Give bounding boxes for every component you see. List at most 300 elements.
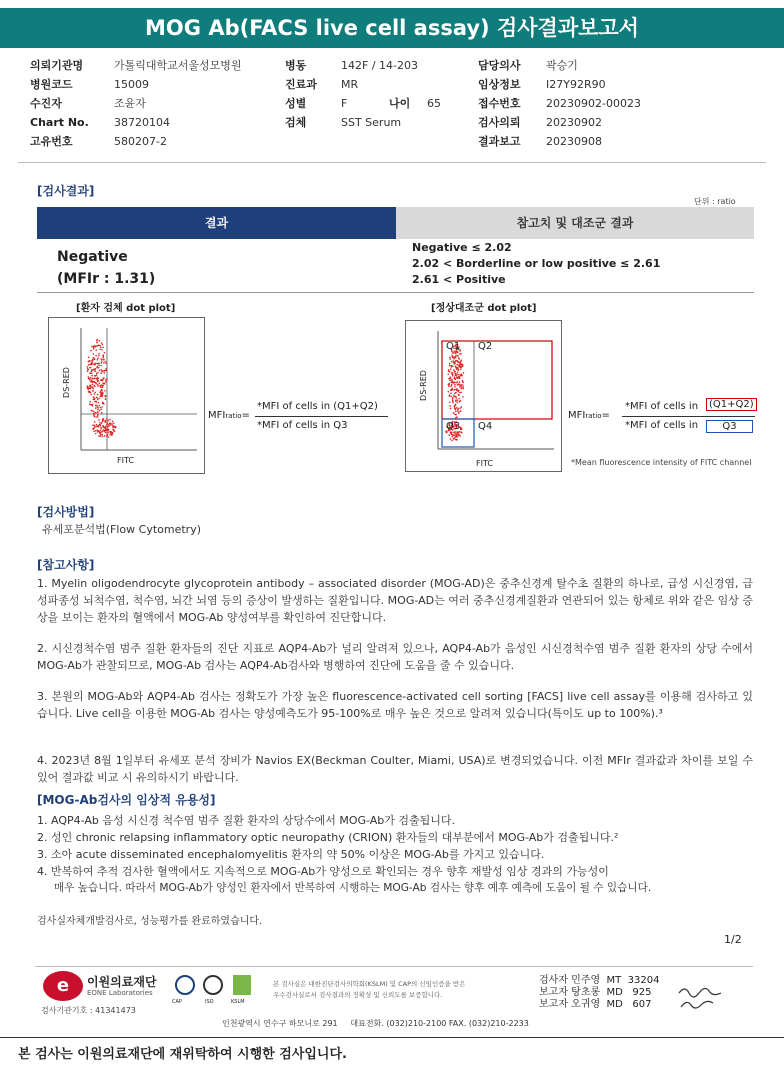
cell-dot <box>91 375 93 377</box>
kslm-badge-label: KSLM <box>231 999 245 1005</box>
cell-dot <box>99 370 101 372</box>
control-y-axis-label: DS-RED <box>418 370 428 401</box>
cell-dot <box>96 342 98 344</box>
cell-dot <box>95 382 97 384</box>
cell-dot <box>101 384 103 386</box>
cell-dot <box>452 402 454 404</box>
cell-dot <box>455 404 457 406</box>
cell-dot <box>456 435 458 437</box>
cell-dot <box>108 436 110 438</box>
cell-dot <box>93 399 95 401</box>
reference-header: 참고치 및 대조군 결과 <box>396 207 754 239</box>
cell-dot <box>462 388 464 390</box>
cell-dot <box>100 430 102 432</box>
cell-dot <box>457 402 459 404</box>
cell-dot <box>98 405 100 407</box>
cell-dot <box>454 379 456 381</box>
cert-text-2: 우수검사실로서 검사결과의 정확성 및 신뢰도를 보증합니다. <box>273 991 443 999</box>
cell-dot <box>94 425 96 427</box>
cell-dot <box>449 365 451 367</box>
mfi-footnote: *Mean fluorescence intensity of FITC channel <box>571 458 752 467</box>
cell-dot <box>101 358 103 360</box>
cell-dot <box>102 347 104 349</box>
formula2-numerator: *MFI of cells in <box>625 401 699 412</box>
cell-dot <box>452 356 454 358</box>
cell-dot <box>93 427 95 429</box>
cell-dot <box>91 346 93 348</box>
cell-dot <box>100 394 102 396</box>
cell-dot <box>98 367 100 369</box>
cell-dot <box>450 396 452 398</box>
cell-dot <box>460 369 462 371</box>
cell-dot <box>93 411 95 413</box>
unit-label: 단위 : ratio <box>694 197 736 206</box>
cell-dot <box>97 372 99 374</box>
cell-dot <box>94 364 96 366</box>
report-date-value: 20230908 <box>546 135 602 148</box>
cell-dot <box>108 428 110 430</box>
cell-dot <box>458 365 460 367</box>
cell-dot <box>457 408 459 410</box>
cell-dot <box>101 349 103 351</box>
cell-dot <box>87 366 89 368</box>
cell-dot <box>100 385 102 387</box>
cell-dot <box>93 416 95 418</box>
patient-label: 수진자 <box>30 97 62 110</box>
cell-dot <box>454 384 456 386</box>
cell-dot <box>90 394 92 396</box>
cell-dot <box>92 358 94 360</box>
department-label: 진료과 <box>285 78 317 91</box>
patient-plot-label: [환자 검체 dot plot] <box>76 303 176 314</box>
quadrant-q2: Q2 <box>478 341 493 352</box>
doctor-value: 곽승기 <box>546 59 578 72</box>
doctor-label: 담당의사 <box>478 59 521 72</box>
formula-denominator: *MFI of cells in Q3 <box>257 420 348 431</box>
cell-dot <box>95 407 97 409</box>
cell-dot <box>103 429 105 431</box>
cell-dot <box>98 353 100 355</box>
cell-dot <box>107 420 109 422</box>
cell-dot <box>91 405 93 407</box>
cell-dot <box>92 403 94 405</box>
cell-dot <box>451 366 453 368</box>
kslm-badge-icon <box>233 975 251 995</box>
cell-dot <box>91 382 93 384</box>
cell-dot <box>454 437 456 439</box>
cell-dot <box>453 412 455 414</box>
cell-dot <box>99 422 101 424</box>
eone-logo-icon: e <box>43 971 83 1001</box>
cell-dot <box>450 377 452 379</box>
cell-dot <box>455 353 457 355</box>
cell-dot <box>455 382 457 384</box>
formula-prefix: MFIratio= <box>208 410 250 421</box>
cell-dot <box>456 389 458 391</box>
org-code: 검사기관기호 : 41341473 <box>41 1006 136 1015</box>
cell-dot <box>101 412 103 414</box>
cell-dot <box>96 426 98 428</box>
cell-dot <box>453 395 455 397</box>
result-mfir: (MFIr : 1.31) <box>57 271 156 287</box>
staff-row: 검사자 민주영 MT 33204 <box>539 975 660 986</box>
cell-dot <box>100 396 102 398</box>
specimen-value: SST Serum <box>341 116 402 129</box>
cell-dot <box>97 377 99 379</box>
clinical-item-2: 2. 성인 chronic relapsing inflammatory optic neuropathy (CRION) 환자들의 대부분에서 MOG-Ab가 검출됩니다.² <box>37 831 619 844</box>
note-2: 2. 시신경척수염 범주 질환 환자들의 진단 지표로 AQP4-Ab가 널리 알려져 있으나, AQP4-Ab가 음성인 시신경척수염 범주 질환 환자의 상당 수에서 MOG-Ab가 관찰되므로, MOG-Ab 검사는 AQP4-Ab검사와 병행하여 진단에 도움을 줄 수 있습니다. <box>37 642 753 672</box>
patient-y-axis-label: DS-RED <box>61 367 71 398</box>
info-column-2 <box>285 56 441 132</box>
report-title: MOG Ab(FACS live cell assay) 검사결과보고서 <box>0 8 784 48</box>
result-negative: Negative <box>57 249 128 265</box>
cell-dot <box>97 407 99 409</box>
cell-dot <box>100 387 102 389</box>
hospital-value: 가톨릭대학교서울성모병원 <box>114 59 242 72</box>
formula2-line <box>622 416 755 417</box>
cell-dot <box>112 432 114 434</box>
cell-dot <box>106 424 108 426</box>
cell-dot <box>101 362 103 364</box>
cell-dot <box>451 373 453 375</box>
cell-dot <box>456 376 458 378</box>
cap-badge-icon <box>175 975 195 995</box>
cell-dot <box>91 410 93 412</box>
cell-dot <box>96 373 98 375</box>
department-value: MR <box>341 78 359 91</box>
cell-dot <box>107 430 109 432</box>
cert-text-1: 본 검사실은 대한진단검사의학회(KSLM) 및 CAP의 신임인증을 받은 <box>273 980 466 988</box>
staff-list <box>539 975 659 1011</box>
cell-dot <box>452 352 454 354</box>
cell-dot <box>93 430 95 432</box>
cell-dot <box>104 372 106 374</box>
cell-dot <box>93 363 95 365</box>
cell-dot <box>98 344 100 346</box>
cell-dot <box>457 370 459 372</box>
cell-dot <box>92 384 94 386</box>
cell-dot <box>456 374 458 376</box>
cell-dot <box>457 372 459 374</box>
cell-dot <box>459 384 461 386</box>
cell-dot <box>450 392 452 394</box>
cell-dot <box>112 425 114 427</box>
cell-dot <box>100 434 102 436</box>
iso-badge-icon <box>203 975 223 995</box>
cell-dot <box>91 372 93 374</box>
cell-dot <box>457 384 459 386</box>
cell-dot <box>453 369 455 371</box>
cell-dot <box>102 402 104 404</box>
cell-dot <box>102 344 104 346</box>
cell-dot <box>101 434 103 436</box>
cell-dot <box>455 355 457 357</box>
cell-dot <box>92 353 94 355</box>
cell-dot <box>105 362 107 364</box>
cell-dot <box>452 398 454 400</box>
cell-dot <box>101 342 103 344</box>
cell-dot <box>456 407 458 409</box>
cell-dot <box>112 429 114 431</box>
cell-dot <box>462 382 464 384</box>
cell-dot <box>455 409 457 411</box>
iso-badge-label: ISO <box>205 999 214 1005</box>
cell-dot <box>105 398 107 400</box>
cell-dot <box>91 377 93 379</box>
cell-dot <box>89 364 91 366</box>
cell-dot <box>449 394 451 396</box>
cell-dot <box>104 427 106 429</box>
cell-dot <box>458 398 460 400</box>
cell-dot <box>101 370 103 372</box>
cell-dot <box>98 364 100 366</box>
cell-dot <box>101 423 103 425</box>
cell-dot <box>459 392 461 394</box>
cell-dot <box>113 422 115 424</box>
report-date-label: 결과보고 <box>478 135 521 148</box>
cell-dot <box>100 372 102 374</box>
cell-dot <box>105 368 107 370</box>
cell-dot <box>102 387 104 389</box>
cell-dot <box>100 428 102 430</box>
cell-dot <box>461 432 463 434</box>
cell-dot <box>102 418 104 420</box>
cell-dot <box>459 381 461 383</box>
cell-dot <box>456 368 458 370</box>
cell-dot <box>89 388 91 390</box>
chart-no-label: Chart No. <box>30 116 89 129</box>
cell-dot <box>455 418 457 420</box>
results-section-title: [검사결과] <box>37 184 95 198</box>
cell-dot <box>94 385 96 387</box>
formula2-denominator: *MFI of cells in <box>625 420 699 431</box>
clinical-item-3: 3. 소아 acute disseminated encephalomyelitis 환자의 약 50% 이상은 MOG-Ab를 가지고 있습니다. <box>37 848 545 861</box>
cell-dot <box>458 411 460 413</box>
cell-dot <box>102 393 104 395</box>
control-x-axis-label: FITC <box>476 459 493 468</box>
cell-dot <box>97 357 99 359</box>
unique-no-value: 580207-2 <box>114 135 167 148</box>
formula-line <box>255 416 388 417</box>
cell-dot <box>109 431 111 433</box>
clinical-info-value: I27Y92R90 <box>546 78 606 91</box>
cell-dot <box>458 432 460 434</box>
cell-dot <box>87 370 89 372</box>
cell-dot <box>452 365 454 367</box>
cell-dot <box>91 380 93 382</box>
cell-dot <box>110 433 112 435</box>
cell-dot <box>451 355 453 357</box>
cell-dot <box>457 410 459 412</box>
cell-dot <box>458 362 460 364</box>
note-3: 3. 본원의 MOG-Ab와 AQP4-Ab 검사는 정확도가 가장 높은 fluorescence-activated cell sorting [FACS] live cell assay를 이용해 검사하고 있습니다. Live cell을 이용한 MOG-Ab 검사는 양성예측도가 95-100%로 매우 높은 것으로 알려져 있습니다(특이도 up to 100%).³ <box>37 690 753 720</box>
cell-dot <box>461 387 463 389</box>
cell-dot <box>95 412 97 414</box>
cell-dot <box>111 434 113 436</box>
cell-dot <box>105 430 107 432</box>
note-4: 4. 2023년 8월 1일부터 유세포 분석 장비가 Navios EX(Beckman Coulter, Miami, USA)로 변경되었습니다. 이전 MFIr 결과값과 차이를 보일 수 있어 결과값 비교 시 유의하시기 바랍니다. <box>37 754 753 784</box>
cell-dot <box>89 392 91 394</box>
control-dot-plot <box>405 320 562 472</box>
age-value: 65 <box>427 97 441 110</box>
cell-dot <box>88 364 90 366</box>
cell-dot <box>94 371 96 373</box>
cell-dot <box>451 389 453 391</box>
cell-dot <box>454 386 456 388</box>
age-label: 나이 <box>389 97 411 110</box>
cell-dot <box>105 432 107 434</box>
cell-dot <box>102 436 104 438</box>
patient-value: 조윤자 <box>114 97 146 110</box>
cell-dot <box>97 431 99 433</box>
cell-dot <box>454 433 456 435</box>
cell-dot <box>87 389 89 391</box>
cell-dot <box>449 363 451 365</box>
cell-dot <box>90 401 92 403</box>
cell-dot <box>106 427 108 429</box>
specimen-label: 검체 <box>285 116 307 129</box>
cap-badge-label: CAP <box>172 999 182 1005</box>
cell-dot <box>459 378 461 380</box>
cell-dot <box>106 378 108 380</box>
cell-dot <box>460 366 462 368</box>
cell-dot <box>98 362 100 364</box>
cell-dot <box>94 401 96 403</box>
cell-dot <box>456 433 458 435</box>
request-date-value: 20230902 <box>546 116 602 129</box>
cell-dot <box>89 384 91 386</box>
formula2-den-box: Q3 <box>706 420 753 433</box>
cell-dot <box>98 382 100 384</box>
formula2-num-box: (Q1+Q2) <box>706 398 757 411</box>
ref-positive: 2.61 < Positive <box>412 273 506 286</box>
staff-row: 보고자 탕초롱 MD 925 <box>539 987 652 998</box>
quadrant-q4: Q4 <box>478 421 493 432</box>
cell-dot <box>98 398 100 400</box>
page-number: 1/2 <box>724 933 742 946</box>
cell-dot <box>448 385 450 387</box>
footer-band <box>35 966 753 1014</box>
control-plot-label: [정상대조군 dot plot] <box>431 303 537 314</box>
cell-dot <box>452 375 454 377</box>
org-name: 이원의료재단 <box>87 975 157 989</box>
cell-dot <box>104 435 106 437</box>
cell-dot <box>460 400 462 402</box>
cell-dot <box>94 375 96 377</box>
divider <box>18 162 766 163</box>
cell-dot <box>456 364 458 366</box>
sex-label: 성별 <box>285 97 307 110</box>
cell-dot <box>115 426 117 428</box>
cell-dot <box>104 352 106 354</box>
cell-dot <box>106 435 108 437</box>
cell-dot <box>461 364 463 366</box>
cell-dot <box>105 395 107 397</box>
sex-value: F <box>341 97 348 110</box>
cell-dot <box>457 399 459 401</box>
cell-dot <box>455 439 457 441</box>
cell-dot <box>93 347 95 349</box>
note-1: 1. Myelin oligodendrocyte glycoprotein antibody – associated disorder (MOG-AD)은 중추신경계 탈수초 질환의 하나로, 급성 시신경염, 급성파종성 뇌척수염, 척수염, 뇌간 뇌염 등의 증상이 발생하는 질환입니다. MOG-AD는 여러 중추신경계질환과 연관되어 있는 항체로 위와 같은 임상 증상을 보이는 환자의 혈액에서 MOG-Ab 양성여부를 확인하여 진단합니다. <box>37 577 753 624</box>
cell-dot <box>97 429 99 431</box>
cell-dot <box>89 367 91 369</box>
cell-dot <box>455 411 457 413</box>
cell-dot <box>460 373 462 375</box>
cell-dot <box>456 416 458 418</box>
cell-dot <box>99 410 101 412</box>
cell-dot <box>459 353 461 355</box>
validation-note: 검사실자체개발검사로, 성능평가를 완료하였습니다. <box>37 916 263 927</box>
cell-dot <box>96 405 98 407</box>
cell-dot <box>455 357 457 359</box>
patient-dot-plot <box>48 317 205 474</box>
cell-dot <box>447 373 449 375</box>
cell-dot <box>103 362 105 364</box>
cell-dot <box>451 388 453 390</box>
cell-dot <box>459 407 461 409</box>
cell-dot <box>104 383 106 385</box>
cell-dot <box>87 368 89 370</box>
cell-dot <box>102 425 104 427</box>
cell-dot <box>92 386 94 388</box>
cell-dot <box>103 377 105 379</box>
cell-dot <box>452 400 454 402</box>
result-header: 결과 <box>37 207 396 239</box>
cell-dot <box>99 348 101 350</box>
cell-dot <box>101 431 103 433</box>
cell-dot <box>92 388 94 390</box>
cell-dot <box>96 424 98 426</box>
staff-row: 보고자 오귀영 MD 607 <box>539 999 652 1010</box>
cell-dot <box>95 355 97 357</box>
cell-dot <box>96 340 98 342</box>
cell-dot <box>107 422 109 424</box>
cell-dot <box>449 358 451 360</box>
patient-plot-svg <box>49 318 204 473</box>
cell-dot <box>460 363 462 365</box>
cell-dot <box>97 381 99 383</box>
cell-dot <box>96 374 98 376</box>
cell-dot <box>96 359 98 361</box>
cell-dot <box>97 409 99 411</box>
signature-icon <box>675 981 735 1011</box>
hospital-code-value: 15009 <box>114 78 149 91</box>
cell-dot <box>456 360 458 362</box>
cell-dot <box>95 430 97 432</box>
cell-dot <box>102 355 104 357</box>
cell-dot <box>95 433 97 435</box>
quadrant-q1: Q1 <box>446 341 461 352</box>
cell-dot <box>91 371 93 373</box>
cell-dot <box>454 361 456 363</box>
cell-dot <box>98 340 100 342</box>
method-section-title: [검사방법] <box>37 505 95 519</box>
cell-dot <box>107 432 109 434</box>
cell-dot <box>94 392 96 394</box>
ward-label: 병동 <box>285 59 307 72</box>
cell-dot <box>458 357 460 359</box>
cell-dot <box>87 376 89 378</box>
cell-dot <box>450 438 452 440</box>
cell-dot <box>111 423 113 425</box>
cell-dot <box>100 379 102 381</box>
cell-dot <box>91 361 93 363</box>
cell-dot <box>99 431 101 433</box>
clinical-list <box>37 812 757 897</box>
cell-dot <box>100 365 102 367</box>
cell-dot <box>95 349 97 351</box>
cell-dot <box>89 372 91 374</box>
